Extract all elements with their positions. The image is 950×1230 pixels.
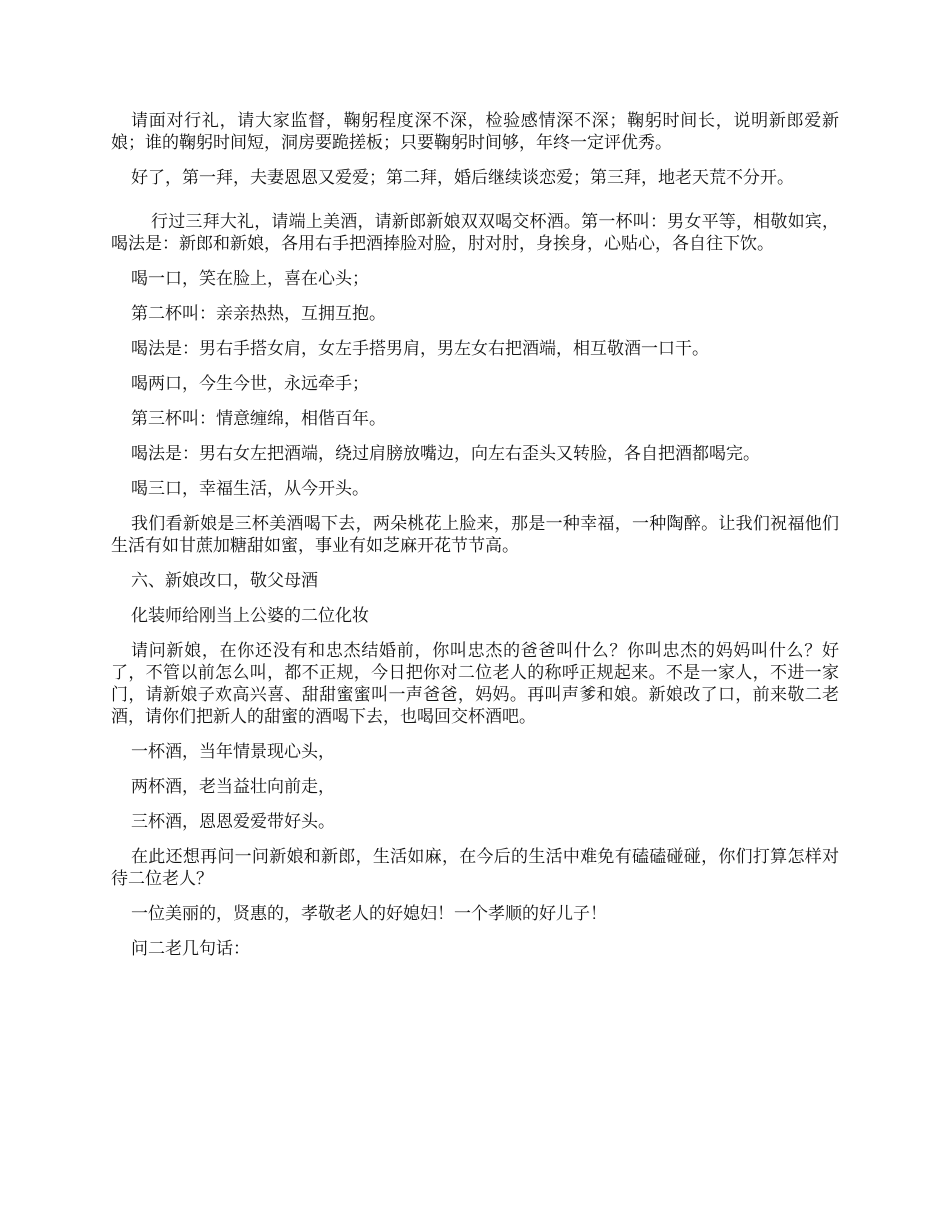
paragraph: 化装师给刚当上公婆的二位化妆 xyxy=(131,606,369,626)
document-body xyxy=(111,110,839,973)
section-heading: 六、新娘改口，敬父母酒 xyxy=(131,571,318,591)
paragraph: 喝三口，幸福生活，从今开头。 xyxy=(131,479,369,499)
paragraph: 在此还想再问一问新娘和新郎，生活如麻，在今后的生活中难免有磕磕碰碰，你们打算怎样对待二位老人？ xyxy=(111,847,839,889)
paragraph: 我们看新娘是三杯美酒喝下去，两朵桃花上脸来，那是一种幸福，一种陶醉。让我们祝福他们生活有如甘蔗加糖甜如蜜，事业有如芝麻开花节节高。 xyxy=(111,514,839,556)
paragraph: 行过三拜大礼，请端上美酒，请新郎新娘双双喝交杯酒。第一杯叫：男女平等，相敬如宾，喝法是：新郎和新娘，各用右手把酒捧脸对脸，肘对肘，身挨身，心贴心，各自往下饮。 xyxy=(111,212,839,254)
paragraph: 三杯酒，恩恩爱爱带好头。 xyxy=(131,812,335,832)
paragraph: 喝一口，笑在脸上，喜在心头； xyxy=(131,269,369,289)
paragraph: 两杯酒，老当益壮向前走， xyxy=(131,777,335,797)
paragraph: 好了，第一拜，夫妻恩恩又爱爱；第二拜，婚后继续谈恋爱；第三拜，地老天荒不分开。 xyxy=(131,168,794,188)
paragraph: 一位美丽的，贤惠的，孝敬老人的好媳妇！一个孝顺的好儿子！ xyxy=(131,904,607,924)
paragraph: 问二老几句话： xyxy=(131,939,250,959)
paragraph: 喝法是：男右女左把酒端，绕过肩膀放嘴边，向左右歪头又转脸，各自把酒都喝完。 xyxy=(131,444,760,464)
paragraph: 喝法是：男右手搭女肩，女左手搭男肩，男左女右把酒端，相互敬酒一口干。 xyxy=(131,339,709,359)
paragraph: 请问新娘，在你还没有和忠杰结婚前，你叫忠杰的爸爸叫什么？你叫忠杰的妈妈叫什么？好了，不管以前怎么叫，都不正规，今日把你对二位老人的称呼正规起来。不是一家人，不进一家门，请新娘子欢高兴喜、甜甜蜜蜜叫一声爸爸，妈妈。再叫声爹和娘。新娘改了口，前来敬二老酒，请你们把新人的甜蜜的酒喝下去，也喝回交杯酒吧。 xyxy=(111,641,839,727)
paragraph: 喝两口，今生今世，永远牵手； xyxy=(131,374,369,394)
paragraph: 第三杯叫：情意缠绵，相偕百年。 xyxy=(131,409,386,429)
paragraph: 请面对行礼，请大家监督，鞠躬程度深不深，检验感情深不深；鞠躬时间长，说明新郎爱新娘；谁的鞠躬时间短，洞房要跪搓板；只要鞠躬时间够，年终一定评优秀。 xyxy=(111,111,839,153)
paragraph: 一杯酒，当年情景现心头， xyxy=(131,742,335,762)
paragraph: 第二杯叫：亲亲热热，互拥互抱。 xyxy=(131,304,386,324)
